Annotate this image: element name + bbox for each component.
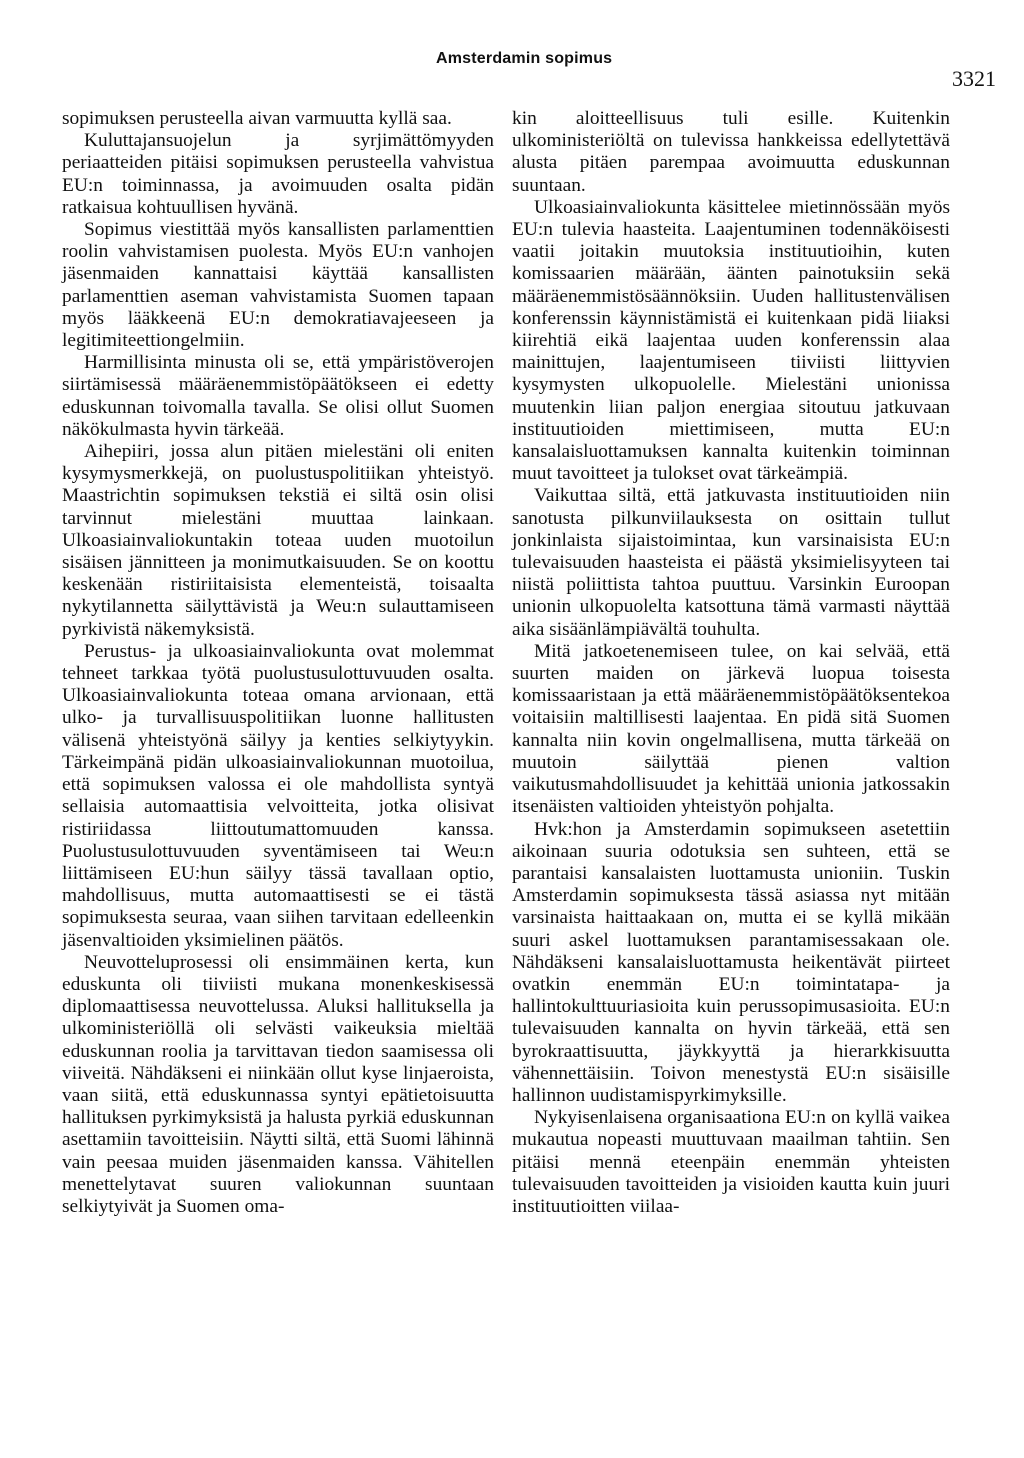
left-column [62, 108, 494, 1218]
paragraph: Neuvotteluprosessi oli ensimmäinen kerta, kun eduskunta oli tiiviisti mukana monenkeskisessä diplomaattisessa neuvottelussa. Aluksi hallituksella ja ulkoministeriöllä oli selvästi vaikeuksia mieltää eduskunnan roolia ja tarvittavan tiedon saamisessa oli viiveitä. Nähdäkseni ei niinkään ollut kyse linjaeroista, vaan siitä, että eduskunnassa syntyi epätietoisuutta hallituksen pyrkimyksistä ja halusta pyrkiä eduskunnan asettamiin tavoitteisiin. Näytti siltä, että Suomi lähinnä vain peesaa muiden jäsenmaiden kanssa. Vähitellen menettelytavat suuren valiokunnan suuntaan selkiytyivät ja Suomen oma- [62, 951, 494, 1217]
right-column [512, 108, 950, 1218]
paragraph: Mitä jatkoetenemiseen tulee, on kai selvää, että suurten maiden on järkevä luopua toisesta komissaaristaan ja että määräenemmistöpäätöksentekoa voitaisiin maltillisesti laajentaa. En pidä sitä Suomen kannalta niin kovin ongelmallisena, mutta tärkeää on muutoin säilyttää pienen valtion vaikutusmahdollisuudet ja kehittää unionia jatkossakin itsenäisten valtioiden yhteistyön pohjalta. [512, 640, 950, 818]
paragraph: Harmillisinta minusta oli se, että ympäristöverojen siirtämisessä määräenemmistöpäätökseen ei edetty eduskunnan toivomalla tavalla. Se olisi ollut Suomen näkökulmasta hyvin tärkeää. [62, 352, 494, 440]
paragraph: Perustus- ja ulkoasiainvaliokunta ovat molemmat tehneet tarkkaa työtä puolustusulottuvuuden osalta. Ulkoasiainvaliokunta toteaa omana arvionaan, että ulko- ja turvallisuuspolitiikan luonne hallitusten välisenä yhteistyönä säilyy ja kenties selkiytyykin. Tärkeimpänä pidän ulkoasiainvaliokunnan muotoilua, että sopimuksen valossa ei ole mahdollista syntyä sellaisia automaattisia velvoitteita, jotka olisivat ristiriidassa liittoutumattomuuden kanssa. Puolustusulottuvuuden syventämiseen tai Weu:n liittämiseen EU:hun säilyy tässä tavallaan optio, mahdollisuus, mutta automaattisesti se ei tästä sopimuksesta seuraa, vaan siihen tarvitaan edelleenkin jäsenvaltioiden yksimielinen päätös. [62, 640, 494, 951]
paragraph: Kuluttajansuojelun ja syrjimättömyyden periaatteiden pitäisi sopimuksen perusteella vahvistua EU:n toiminnassa, ja avoimuuden osalta pidän ratkaisua kohtuullisen hyvänä. [62, 130, 494, 218]
paragraph: Sopimus viestittää myös kansallisten parlamenttien roolin vahvistamisen puolesta. Myös EU:n vanhojen jäsenmaiden kannattaisi käyttää kansallisten parlamenttien aseman vahvistamista Suomen tapaan myös lääkkeenä EU:n demokratiavajeeseen ja legitimiteettiongelmiin. [62, 219, 494, 352]
page-number: 3321 [952, 66, 996, 91]
paragraph: Nykyisenlaisena organisaationa EU:n on kyllä vaikea mukautua nopeasti muuttuvaan maailman tahtiin. Sen pitäisi mennä eteenpäin enemmän yhteisten tulevaisuuden tavoitteiden ja visioiden kautta kuin juuri instituutioitten viilaa- [512, 1107, 950, 1217]
paragraph: kin aloitteellisuus tuli esille. Kuitenkin ulkoministeriöltä on tulevissa hankkeissa edellytettävä alusta pitäen parempaa avoimuutta eduskunnan suuntaan. [512, 108, 950, 196]
running-title: Amsterdamin sopimus [436, 50, 613, 67]
paragraph: Vaikuttaa siltä, että jatkuvasta instituutioiden niin sanotusta pilkunviilauksesta on osittain tullut jonkinlaista sijaistoimintaa, kun varsinaisista EU:n tulevaisuuden haasteista ei päästä yksimielisyyteen tai niistä poliittista tahtoa puuttuu. Varsinkin Euroopan unionin ulkopuolelta katsottuna tämä varmasti näyttää aika sisäänlämpiävältä touhulta. [512, 485, 950, 640]
paragraph: Aihepiiri, jossa alun pitäen mielestäni oli eniten kysymysmerkkejä, on puolustuspolitiikan yhteistyö. Maastrichtin sopimuksen tekstiä ei siltä osin olisi tarvinnut mielestäni muuttaa lainkaan. Ulkoasiainvaliokuntakin toteaa uuden muotoilun sisäisen jännitteen ja monimutkaisuuden. Se on koottu keskenään ristiriitaisista elementeistä, toisaalta nykytilannetta säilyttävistä ja Weu:n sulauttamiseen pyrkivistä näkemyksistä. [62, 441, 494, 640]
paragraph: sopimuksen perusteella aivan varmuutta kyllä saa. [62, 108, 452, 129]
paragraph: Hvk:hon ja Amsterdamin sopimukseen asetettiin aikoinaan suuria odotuksia sen suhteen, että se parantaisi kansalaisten luottamusta unioniin. Tuskin Amsterdamin sopimuksesta tässä asiassa nyt mitään varsinaista haittaakaan on, mutta ei se kyllä mikään suuri askel luottamuksen parantamisessakaan ole. Nähdäkseni kansalaisluottamusta heikentävät piirteet ovatkin enemmän EU:n toimintatapa- ja hallintokulttuuriasioita kuin perussopimusasioita. EU:n tulevaisuuden kannalta on hyvin tärkeää, että sen byrokraattisuutta, jäykkyyttä ja hierarkkisuutta vähennettäisiin. Toivon menestystä EU:n sisäisille hallinnon uudistamispyrkimyksille. [512, 818, 950, 1106]
paragraph: Ulkoasiainvaliokunta käsittelee mietinnössään myös EU:n tulevia haasteita. Laajentuminen todennäköisesti vaatii joitakin muutoksia instituutioihin, kuten komissaarien määrään, äänten painotuksiin sekä määräenemmistösäännöksiin. Uuden hallitustenvälisen konferenssin käynnistämistä ei kuitenkaan pidä liiaksi kiirehtiä eikä laajentaa uuden konferenssin alaa mainittujen, laajentumiseen tiiviisti liittyvien kysymysten ulkopuolelle. Mielestäni unionissa muutenkin liian paljon energiaa sitoutuu jatkuvaan instituutioiden miettimiseen, mutta EU:n kansalaisluottamuksen kannalta kuitenkin toiminnan muut tavoitteet ja tulokset ovat tärkeämpiä. [512, 196, 950, 485]
